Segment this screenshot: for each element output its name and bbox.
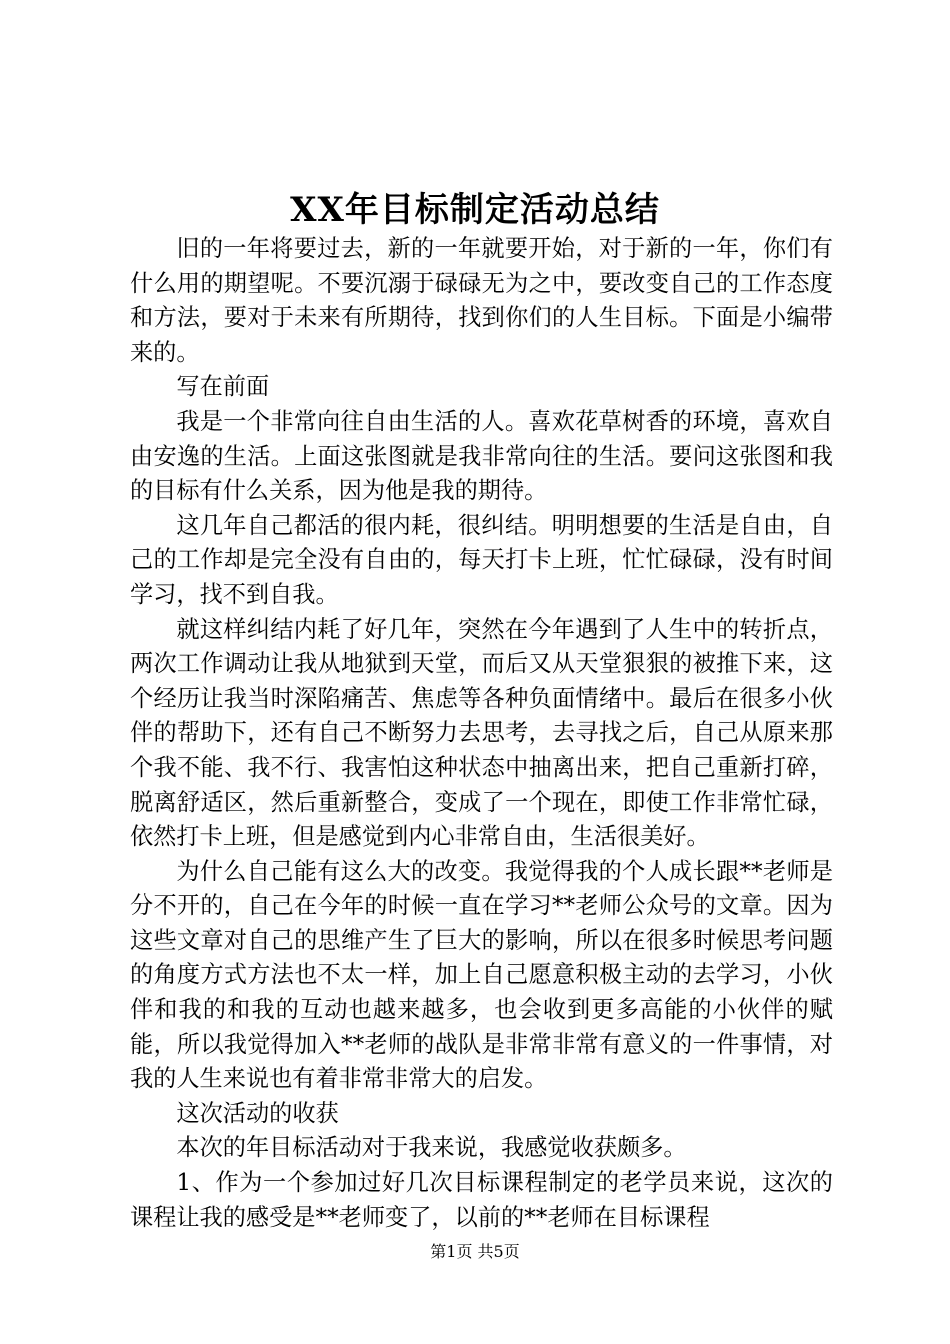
section-heading-preface: 写在前面 (176, 373, 270, 401)
paragraph-turning-point: 就这样纠结内耗了好几年，突然在今年遇到了人生中的转折点，两次工作调动让我从地狱到天堂，而后又从天堂狠狠的被推下来，这个经历让我当时深陷痛苦、焦虑等各种负面情绪中。最后在很多小伙伴的帮助下，还有自己不断努力去思考，去寻找之后，自己从原来那个我不能、我不行、我害怕这种状态中抽离出来，把自己重新打碎，脱离舒适区，然后重新整合，变成了一个现在，即使工作非常忙碌，依然打卡上班，但是感觉到内心非常自由，生活很美好。 (130, 615, 833, 851)
document-body (130, 232, 833, 1235)
paragraph-intro: 旧的一年将要过去，新的一年就要开始，对于新的一年，你们有什么用的期望呢。不要沉溺于碌碌无为之中，要改变自己的工作态度和方法，要对于未来有所期待，找到你们的人生目标。下面是小编带来的。 (130, 235, 833, 366)
paragraph-free-life: 我是一个非常向往自由生活的人。喜欢花草树香的环境，喜欢自由安逸的生活。上面这张图就是我非常向往的生活。要问这张图和我的目标有什么关系，因为他是我的期待。 (130, 407, 833, 505)
paragraph-point-1: 1、作为一个参加过好几次目标课程制定的老学员来说，这次的课程让我的感受是**老师变了，以前的**老师在目标课程 (130, 1169, 833, 1231)
paragraph-gains-intro: 本次的年目标活动对于我来说，我感觉收获颇多。 (176, 1134, 687, 1162)
page-footer: 第1页 共5页 (430, 1242, 520, 1261)
paragraph-growth: 为什么自己能有这么大的改变。我觉得我的个人成长跟**老师是分不开的，自己在今年的时候一直在学习**老师公众号的文章。因为这些文章对自己的思维产生了巨大的影响，所以在很多时候思考问题的角度方式方法也不太一样，加上自己愿意积极主动的去学习，小伙伴和我的和我的互动也越来越多，也会收到更多高能的小伙伴的赋能，所以我觉得加入**老师的战队是非常非常有意义的一件事情，对我的人生来说也有着非常非常大的启发。 (130, 857, 833, 1093)
section-heading-gains: 这次活动的收获 (176, 1099, 339, 1127)
document-title: XX年目标制定活动总结 (290, 190, 660, 230)
paragraph-inner-conflict: 这几年自己都活的很内耗，很纠结。明明想要的生活是自由，自己的工作却是完全没有自由的，每天打卡上班，忙忙碌碌，没有时间学习，找不到自我。 (130, 511, 833, 608)
